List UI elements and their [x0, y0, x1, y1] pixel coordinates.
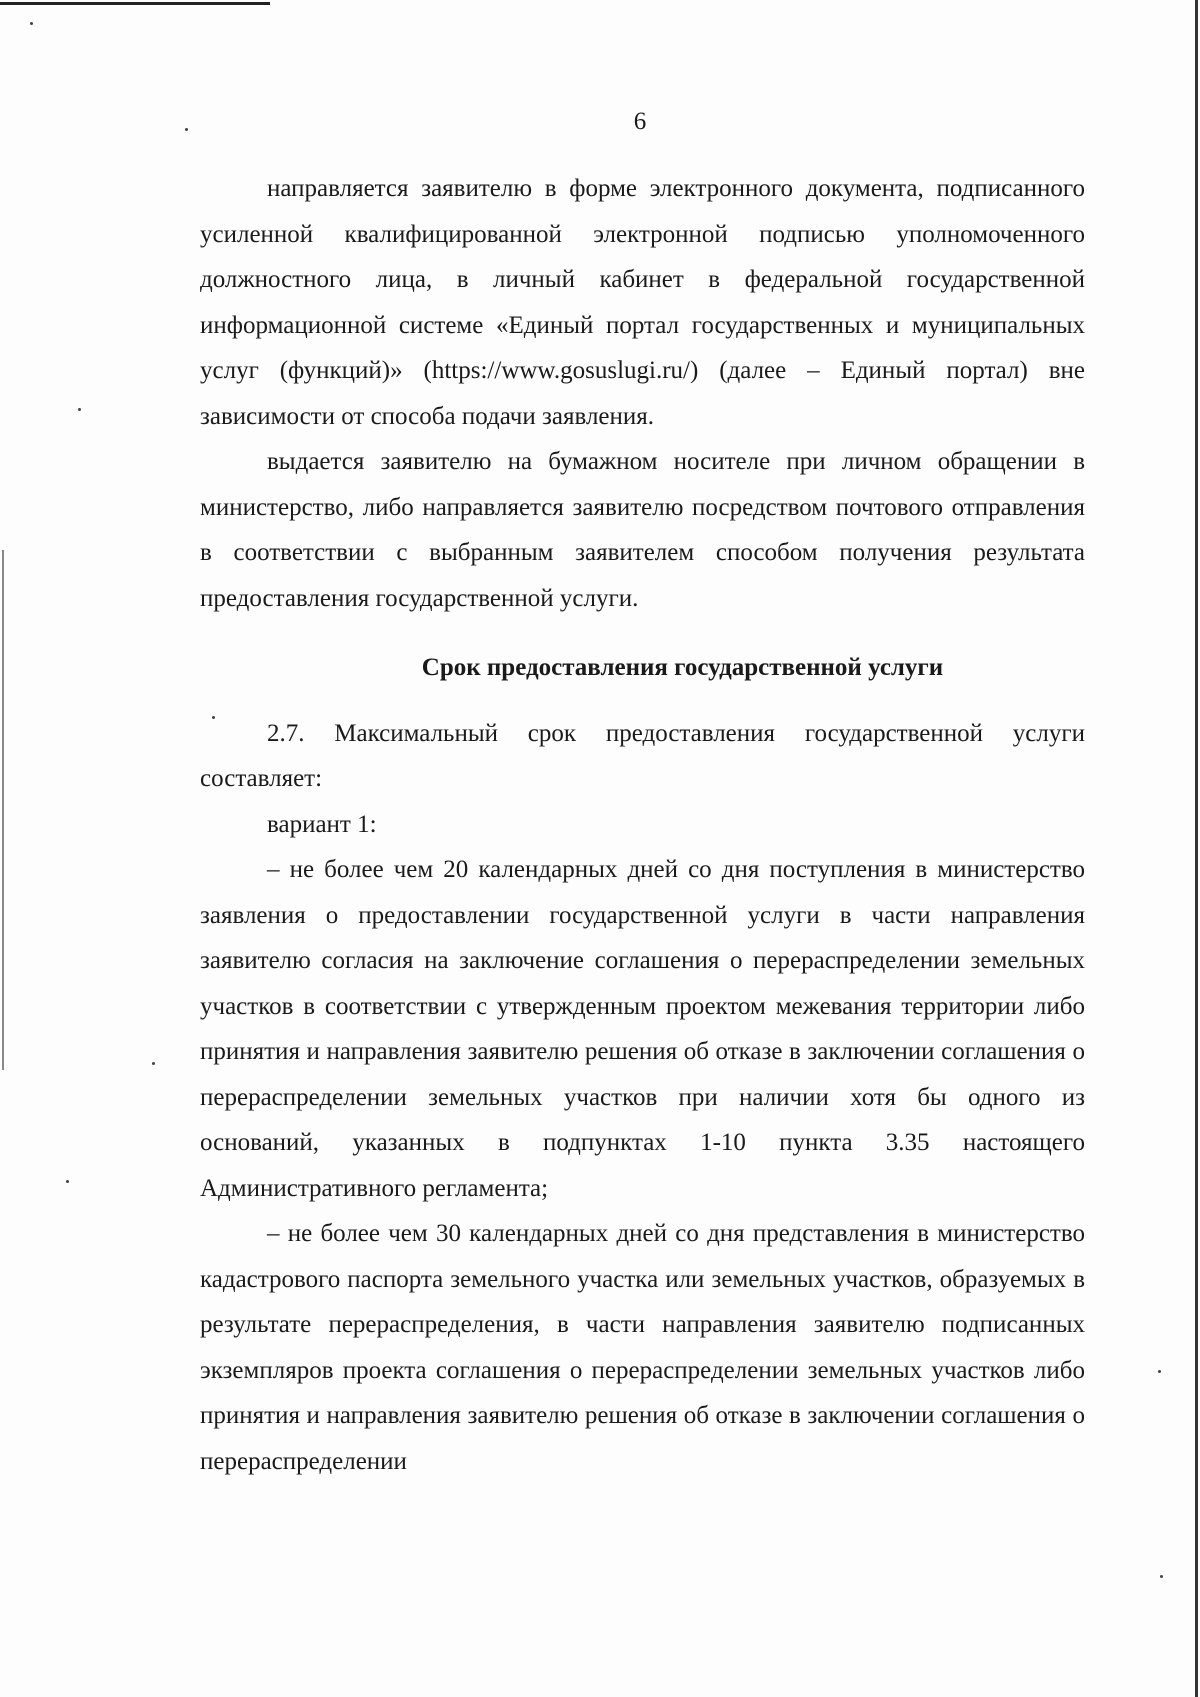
paragraph: вариант 1: [267, 810, 377, 838]
scan-edge-right [1195, 0, 1198, 1697]
document-body [200, 166, 1085, 1484]
scan-speck [78, 408, 81, 411]
scan-speck [1158, 1370, 1161, 1373]
section-heading: Срок предоставления государственной услуги [421, 654, 944, 681]
scan-edge-left [2, 550, 4, 1070]
scan-edge-top [0, 2, 270, 5]
list-item: – не более чем 30 календарных дней со дня представления в министерство кадастрового паспорта земельного участка или земельных участков, образуемых в результате перераспределения, в части направления заявителю подписанных экземпляров проекта соглашения о перераспределении земельных участков либо принятия и направления заявителю решения об отказе в заключении соглашения о перераспределении [200, 1220, 1085, 1475]
scan-speck [66, 1180, 69, 1183]
list-item: – не более чем 20 календарных дней со дня поступления в министерство заявления о предоставлении государственной услуги в части направления заявителю согласия на заключение соглашения о перераспределении земельных участков в соответствии с утвержденным проектом межевания территории либо принятия и направления заявителю решения об отказе в заключении соглашения о перераспределении земельных участков при наличии хотя бы одного из оснований, указанных в подпунктах 1-10 пункта 3.35 настоящего Административного регламента; [200, 856, 1085, 1202]
scan-speck [152, 1062, 155, 1065]
page-number: 6 [633, 108, 647, 135]
paragraph: направляется заявителю в форме электронного документа, подписанного усиленной квалифицированной электронной подписью уполномоченного должностного лица, в личный кабинет в федеральной государственной информационной системе «Единый портал государственных и муниципальных услуг (функций)» (https://www.gosuslugi.ru/) (далее – Единый портал) вне зависимости от способа подачи заявления. [200, 175, 1085, 430]
paragraph: 2.7. Максимальный срок предоставления государственной услуги составляет: [200, 719, 1085, 792]
scan-speck [1160, 1575, 1163, 1578]
paragraph: выдается заявителю на бумажном носителе при личном обращении в министерство, либо направляется заявителю посредством почтового отправления в соответствии с выбранным заявителем способом получения результата предоставления государственной услуги. [200, 448, 1085, 612]
scan-speck [30, 22, 33, 25]
